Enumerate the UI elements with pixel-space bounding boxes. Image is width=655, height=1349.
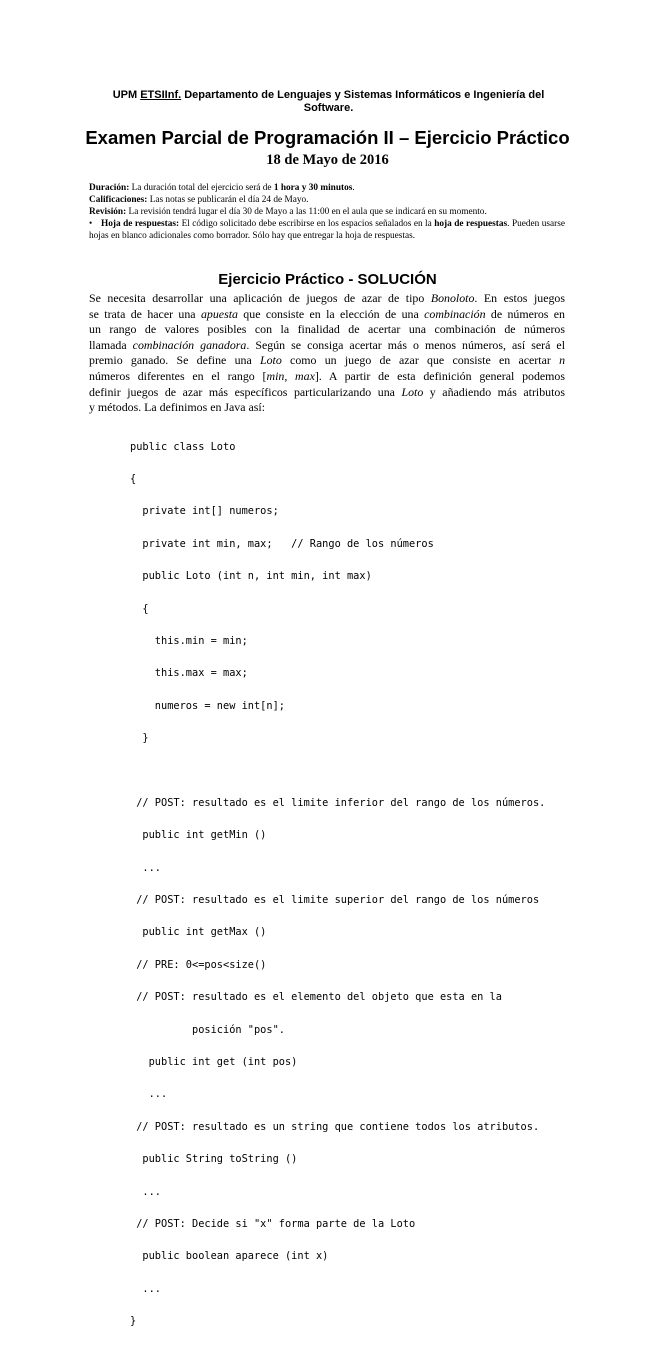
code-line: // POST: resultado es el elemento del objeto que esta en la: [130, 991, 502, 1004]
exam-date: 18 de Mayo de 2016: [266, 152, 389, 168]
duracion-label: Duración:: [89, 183, 130, 193]
code-line: // PRE: 0<=pos<size(): [130, 958, 267, 971]
code-line: private int min, max; // Rango de los números: [130, 537, 434, 550]
code-line: public int getMin (): [130, 829, 267, 842]
statement-line: premio ganado. Se define una Loto como un juego de azar que consiste en acertar n: [89, 353, 566, 368]
statement-line: números diferentes en el rango [min, max]. A partir de esta definición general podemos: [89, 368, 566, 383]
problem-statement: [89, 291, 565, 416]
code-line: [130, 766, 570, 777]
code-line: ...: [130, 1185, 161, 1198]
calificaciones-label: Calificaciones:: [89, 195, 148, 205]
exam-title: Examen Parcial de Programación II – Ejercicio Práctico: [85, 127, 570, 148]
statement-line: Se necesita desarrollar una aplicación de juegos de azar de tipo Bonoloto. En estos juegos: [89, 291, 565, 305]
code-line: this.min = min;: [130, 634, 248, 647]
code-line: {: [130, 602, 149, 615]
java-code-block: [130, 420, 570, 1349]
code-line: ...: [130, 861, 161, 874]
statement-line: se trata de hacer una apuesta que consiste en la elección de una combinación de números en: [89, 306, 565, 321]
statement-line: llamada combinación ganadora. Según se consiga acertar más o menos números, así será el: [89, 337, 565, 352]
code-line: // POST: resultado es el limite inferior del rango de los números.: [130, 796, 546, 809]
duracion-text: La duración total del ejercicio será de: [131, 183, 272, 193]
code-line: public int get (int pos): [130, 1056, 298, 1069]
hoja-bold: hoja de respuestas: [434, 219, 508, 229]
code-line: // POST: resultado es un string que contiene todos los atributos.: [130, 1120, 540, 1133]
hoja-label: Hoja de respuestas:: [101, 219, 180, 229]
header-line-2: Software.: [303, 102, 354, 114]
code-line: public boolean aparece (int x): [130, 1250, 329, 1263]
code-line: private int[] numeros;: [130, 505, 279, 518]
hoja-text: El código solicitado debe escribirse en los espacios señalados en la: [181, 219, 432, 229]
department-name: Departamento de Lenguajes y Sistemas Informáticos e Ingeniería del: [184, 89, 545, 101]
code-line: }: [130, 732, 149, 745]
calificaciones-text: Las notas se publicarán el día 24 de Mayo.: [149, 195, 309, 205]
code-line: this.max = max;: [130, 667, 248, 680]
header-line-1: [96, 89, 561, 102]
code-line: public Loto (int n, int min, int max): [130, 570, 372, 583]
hoja-text-end: . Pueden usarse hojas en blanco adicionales como borrador. Sólo hay que entregar la hoja de respuestas.: [89, 219, 566, 241]
code-line: ...: [130, 1282, 161, 1295]
statement-line: y métodos. La definimos en Java así:: [89, 400, 266, 415]
code-line: numeros = new int[n];: [130, 699, 285, 712]
info-duracion: [89, 183, 565, 195]
duracion-end: .: [352, 183, 355, 193]
revision-label: Revisión:: [89, 207, 127, 217]
info-calificaciones: [89, 195, 565, 207]
statement-line: un rango de valores posibles con la finalidad de acertar una combinación de números: [89, 322, 565, 337]
code-line: ...: [130, 1088, 168, 1101]
university-name: UPM: [112, 89, 138, 101]
code-line: public class Loto: [130, 440, 236, 453]
duracion-value: 1 hora y 30 minutos: [273, 183, 353, 193]
code-line: }: [130, 1315, 137, 1328]
bullet-icon: •: [89, 219, 93, 229]
institution-header: [96, 89, 561, 115]
code-line: // POST: resultado es el limite superior del rango de los números: [130, 894, 540, 907]
code-line: posición "pos".: [130, 1023, 285, 1036]
code-line: // POST: Decide si "x" forma parte de la Loto: [130, 1217, 416, 1230]
info-hoja: [89, 219, 565, 242]
statement-line: definir juegos de azar más específicos particularizando una Loto y añadiendo más atributos: [89, 384, 565, 399]
code-line: public int getMax (): [130, 926, 267, 939]
school-name: ETSIInf.: [140, 89, 182, 101]
section-title: Ejercicio Práctico - SOLUCIÓN: [218, 271, 437, 288]
revision-text: La revisión tendrá lugar el día 30 de Mayo a las 11:00 en el aula que se indicará en su momento.: [128, 207, 487, 217]
code-line: {: [130, 472, 137, 485]
info-revision: [89, 207, 565, 219]
code-line: public String toString (): [130, 1153, 298, 1166]
